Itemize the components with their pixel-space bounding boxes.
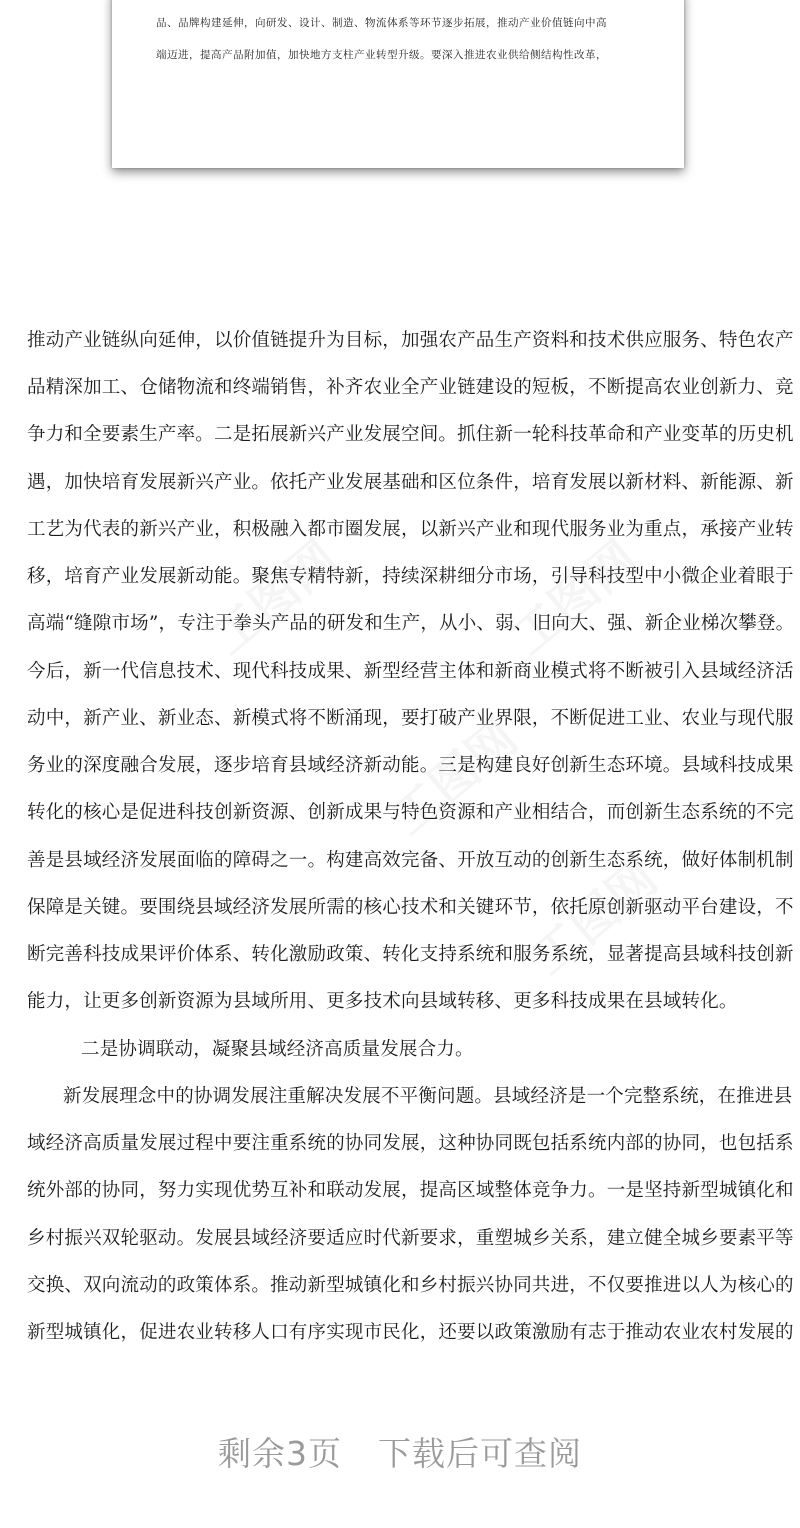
watermark: 工图网 (501, 530, 649, 666)
document-preview-card (112, 0, 684, 168)
body-line: 推动产业链纵向延伸，以价值链提升为目标，加强农产品生产资料和技术供应服务、特色农产 (27, 330, 794, 351)
body-line: 统外部的协同，努力实现优势互补和联动发展，提高区域整体竞争力。一是坚持新型城镇化和 (27, 1180, 794, 1201)
body-line: 交换、双向流动的政策体系。推动新型城镇化和乡村振兴协同共进，不仅要推进以人为核心的 (27, 1275, 794, 1296)
body-line: 品精深加工、仓储物流和终端销售，补齐农业全产业链建设的短板，不断提高农业创新力、竞 (27, 377, 794, 398)
body-line: 动中，新产业、新业态、新模式将不断涌现，要打破产业界限，不断促进工业、农业与现代服 (27, 708, 794, 729)
download-to-read-more-button[interactable] (0, 1428, 800, 1475)
body-line: 乡村振兴双轮驱动。发展县域经济要适应时代新要求，重塑城乡关系，建立健全城乡要素平等 (27, 1228, 794, 1249)
preview-line: 端迈进，提高产品附加值，加快地方支柱产业转型升级。要深入推进农业供给侧结构性改革， (156, 49, 607, 61)
watermark: 工图网 (201, 530, 349, 666)
body-line: 今后，新一代信息技术、现代科技成果、新型经营主体和新商业模式将不断被引入县域经济活 (27, 661, 794, 682)
body-line: 域经济高质量发展过程中要注重系统的协同发展，这种协同既包括系统内部的协同，也包括系 (27, 1133, 794, 1154)
body-line: 务业的深度融合发展，逐步培育县域经济新动能。三是构建良好创新生态环境。县域科技成果 (27, 755, 794, 776)
body-line: 转化的核心是促进科技创新资源、创新成果与特色资源和产业相结合，而创新生态系统的不完 (27, 802, 794, 823)
remaining-pages-label: 剩余3页 (218, 1434, 342, 1473)
body-line: 移，培育产业发展新动能。聚焦专精特新，持续深耕细分市场，引导科技型中小微企业着眼于 (27, 566, 794, 587)
body-line: 善是县域经济发展面临的障碍之一。构建高效完备、开放互动的创新生态系统，做好体制机制 (27, 850, 794, 871)
download-prompt-label: 下载后可查阅 (378, 1434, 582, 1473)
body-line: 遇，加快培育发展新兴产业。依托产业发展基础和区位条件，培育发展以新材料、新能源、新 (27, 472, 794, 493)
preview-line: 品、品牌构建延伸，向研发、设计、制造、物流体系等环节逐步拓展，推动产业价值链向中高 (156, 17, 607, 29)
body-line: 新型城镇化，促进农业转移人口有序实现市民化，还要以政策激励有志于推动农业农村发展的 (27, 1322, 794, 1343)
watermark: 工图网 (381, 710, 529, 846)
body-line: 断完善科技成果评价体系、转化激励政策、转化支持系统和服务系统，显著提高县域科技创新 (27, 944, 794, 965)
body-line: 高端“缝隙市场”，专注于拳头产品的研发和生产，从小、弱、旧向大、强、新企业梯次攀登。 (27, 613, 795, 634)
body-line: 争力和全要素生产率。二是拓展新兴产业发展空间。抓住新一轮科技革命和产业变革的历史机 (27, 424, 794, 445)
watermark: 工图网 (521, 850, 669, 986)
body-line: 工艺为代表的新兴产业，积极融入都市圈发展，以新兴产业和现代服务业为重点，承接产业转 (27, 519, 794, 540)
section-heading: 二是协调联动，凝聚县域经济高质量发展合力。 (81, 1039, 474, 1060)
body-line: 新发展理念中的协调发展注重解决发展不平衡问题。县域经济是一个完整系统，在推进县 (63, 1086, 793, 1107)
body-line: 保障是关键。要围绕县域经济发展所需的核心技术和关键环节，依托原创新驱动平台建设，不 (27, 897, 794, 918)
body-line: 能力，让更多创新资源为县域所用、更多技术向县域转移、更多科技成果在县域转化。 (27, 991, 738, 1012)
